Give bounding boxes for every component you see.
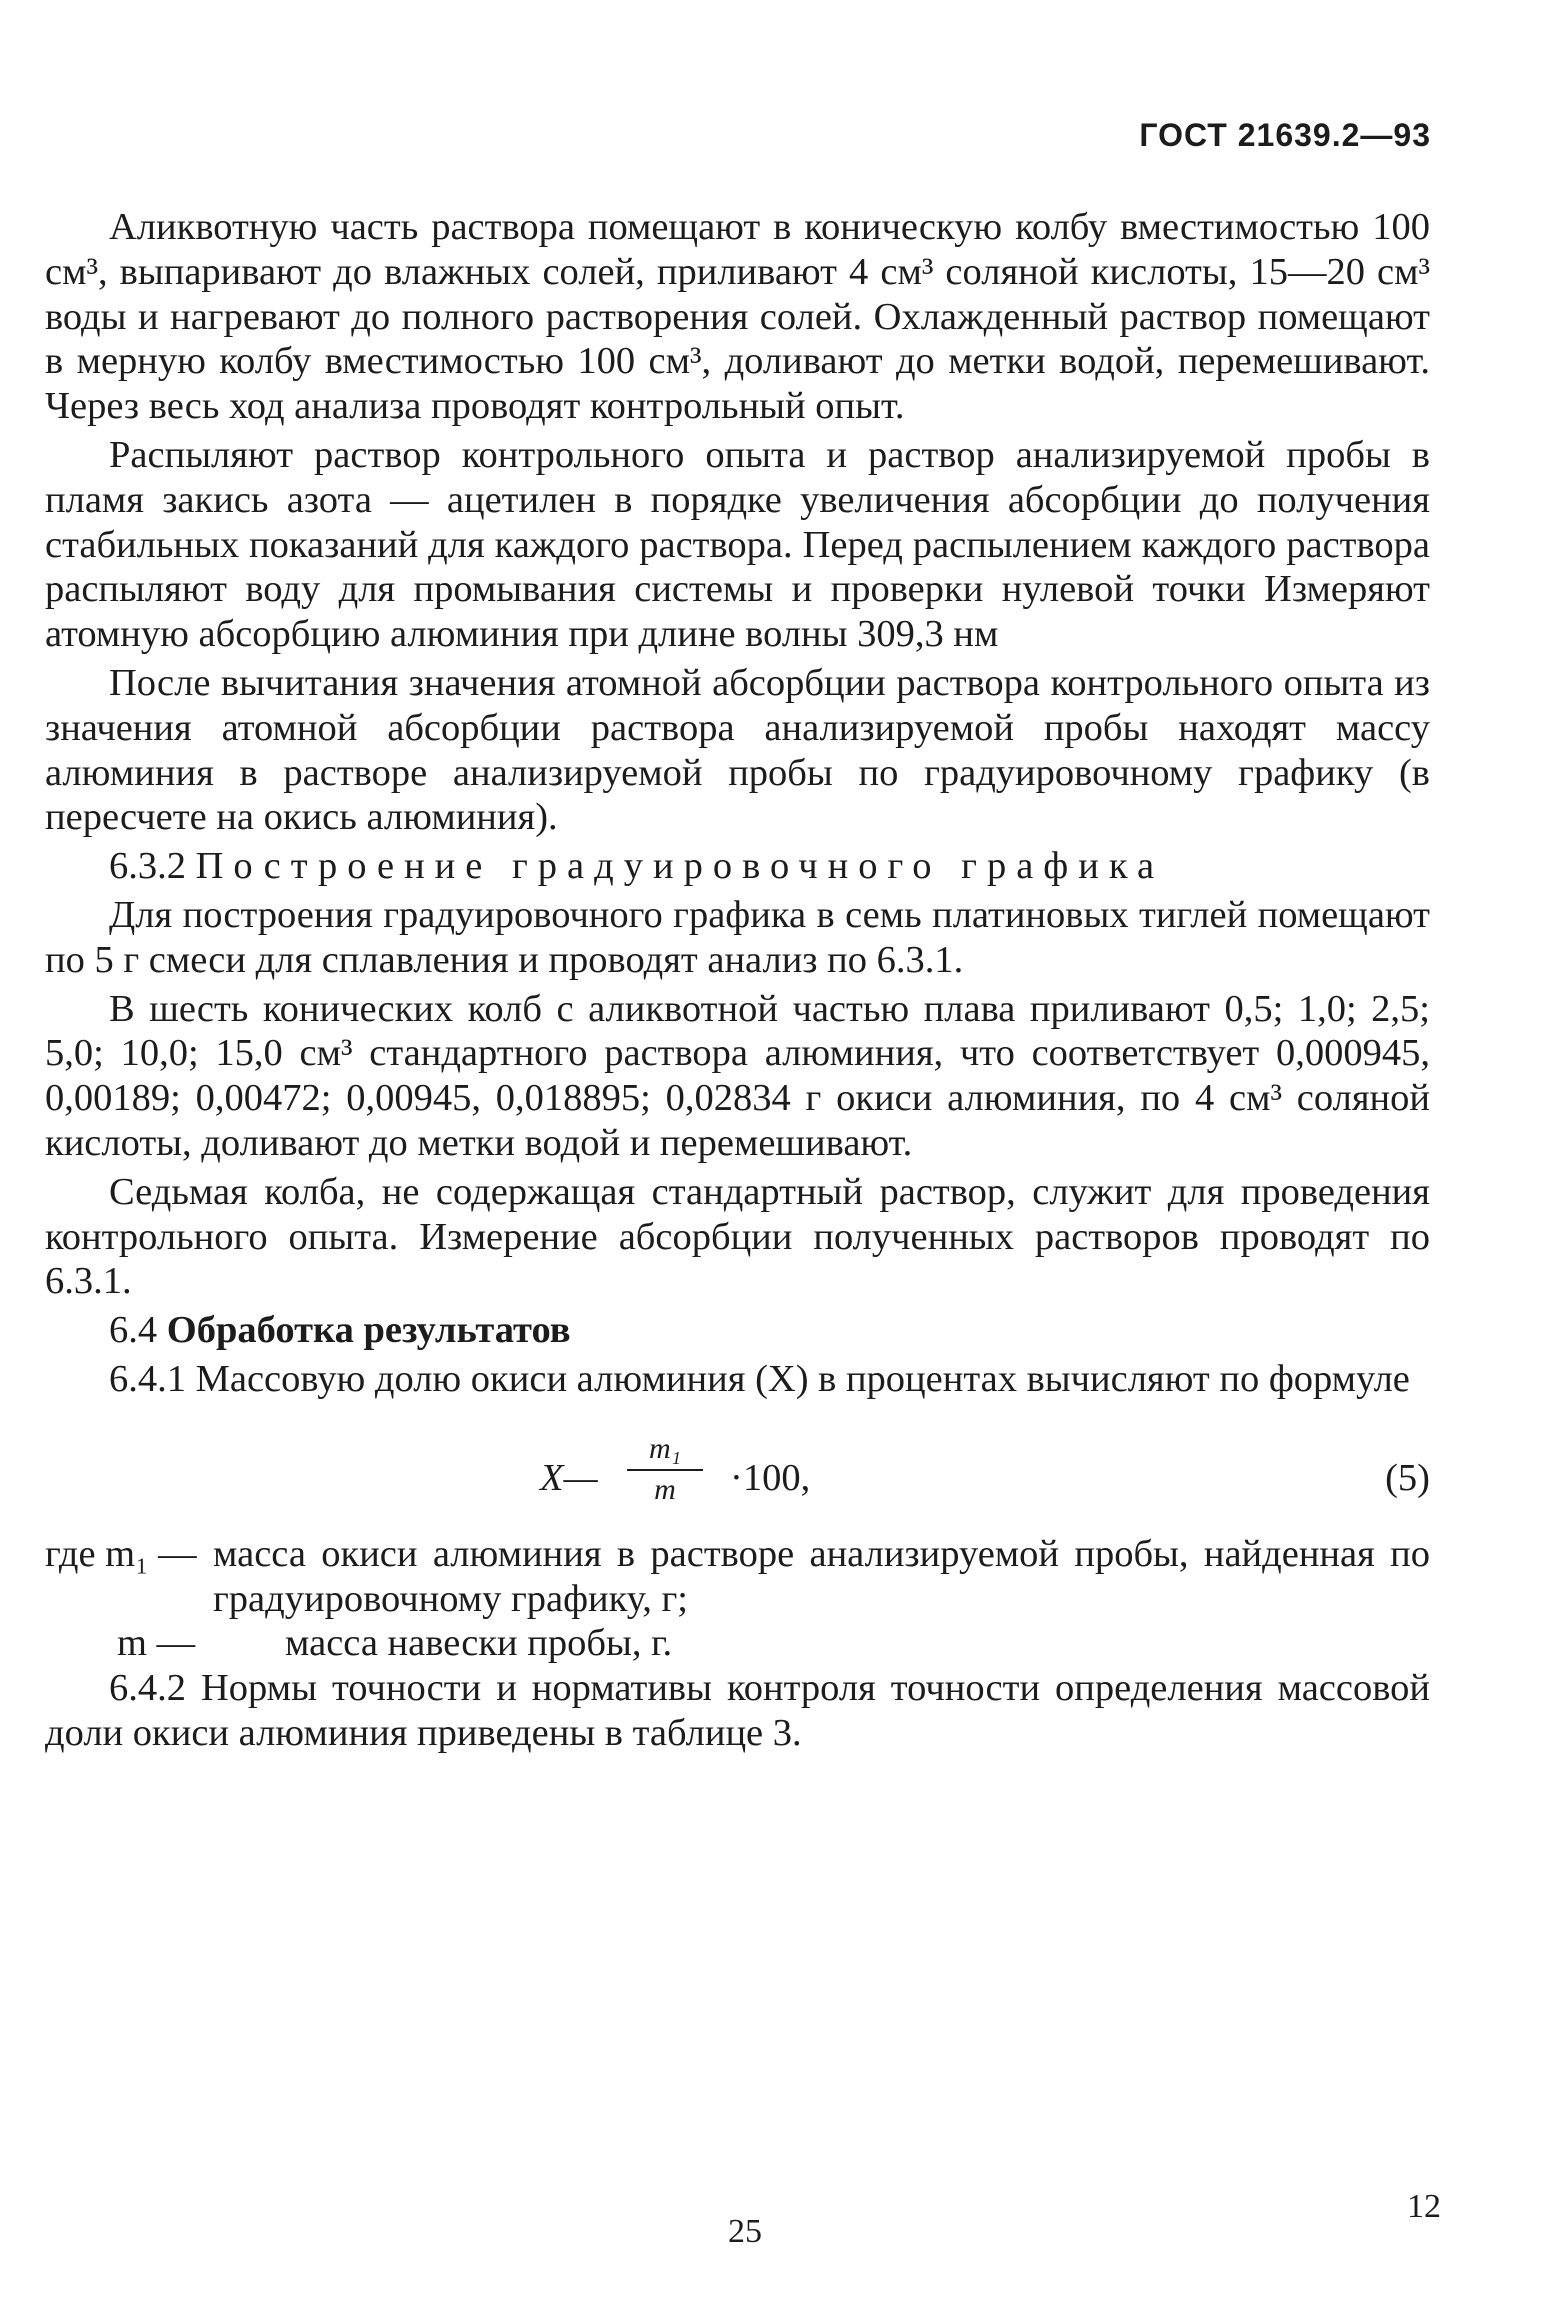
section-heading-6-3-2	[45, 844, 1430, 889]
formula-fraction	[627, 1432, 703, 1507]
formula-lhs: X—	[540, 1456, 598, 1499]
where-item	[45, 1621, 1430, 1666]
where-description: масса навески пробы, г.	[285, 1622, 673, 1665]
page-number-center: 25	[728, 2213, 762, 2250]
where-item	[45, 1532, 1430, 1622]
paragraph-seventh-flask: Седьмая колба, не содержащая стандартный раствор, служит для проведения контрольного опыта. Измерение абсорбции полученных растворов проводят по 6.3.1.	[45, 1170, 1430, 1303]
formula-numerator: m₁	[627, 1432, 703, 1471]
where-list	[45, 1532, 1430, 1666]
paragraph-six-flasks: В шесть конических колб с аликвотной частью плава приливают 0,5; 1,0; 2,5; 5,0; 10,0; 15,0 см³ стандартного раствора алюминия, что соответствует 0,000945, 0,00189; 0,00472; 0,00945, 0,018895; 0,02834 г окиси алюминия, по 4 см³ соляной кислоты, доливают до метки водой и перемешивают.	[45, 987, 1430, 1164]
where-description: масса окиси алюминия в растворе анализируемой пробы, найденная по градуировочному графику, г;	[213, 1532, 1430, 1620]
formula-5	[45, 1428, 1430, 1524]
formula-number: (5)	[1385, 1456, 1430, 1499]
paragraph-aliquot: Аликвотную часть раствора помещают в коническую колбу вместимостью 100 см³, выпаривают до влажных солей, приливают 4 см³ соляной кислоты, 15—20 см³ воды и нагревают до полного растворения солей. Охлажденный раствор помещают в мерную колбу вместимостью 100 см³, доливают до метки водой, перемешивают. Через весь ход анализа проводят контрольный опыт.	[45, 206, 1430, 428]
page-number-right: 12	[1407, 2188, 1441, 2225]
paragraph-6-4-2: 6.4.2 Нормы точности и нормативы контроля точности определения массовой доли окиси алюминия приведены в таблице 3.	[45, 1667, 1430, 1754]
document-body	[45, 205, 1430, 1760]
section-title: Построение градуировочного графика	[195, 845, 1165, 888]
paragraph-6-4-1: 6.4.1 Массовую долю окиси алюминия (X) в процентах вычисляют по формуле	[109, 1357, 1410, 1400]
standard-header: ГОСТ 21639.2—93	[1139, 117, 1431, 153]
section-heading-6-4	[45, 1308, 1430, 1353]
paragraph-calibration-crucibles: Для построения градуировочного графика в семь платиновых тиглей помещают по 5 г смеси для сплавления и проводят анализ по 6.3.1.	[45, 893, 1430, 981]
formula-rhs: ·100,	[730, 1456, 811, 1499]
section-title: Обработка результатов	[166, 1309, 571, 1352]
paragraph-spraying: Распыляют раствор контрольного опыта и раствор анализируемой пробы в пламя закись азота — ацетилен в порядке увеличения абсорбции до получения стабильных показаний для каждого раствора. Перед распылением каждого раствора распыляют воду для промывания системы и проверки нулевой точки Измеряют атомную абсорбцию алюминия при длине волны 309,3 нм	[45, 433, 1430, 656]
where-term: m —	[117, 1622, 196, 1665]
section-number: 6.4	[109, 1309, 158, 1352]
paragraph-subtraction: После вычитания значения атомной абсорбции раствора контрольного опыта из значения атомной абсорбции раствора анализируемой пробы находят массу алюминия в растворе анализируемой пробы по градуировочному графику (в пересчете на окись алюминия).	[45, 661, 1430, 839]
formula-denominator: m	[654, 1472, 676, 1506]
section-number: 6.3.2	[109, 845, 186, 888]
where-term: где m₁ —	[45, 1532, 197, 1575]
